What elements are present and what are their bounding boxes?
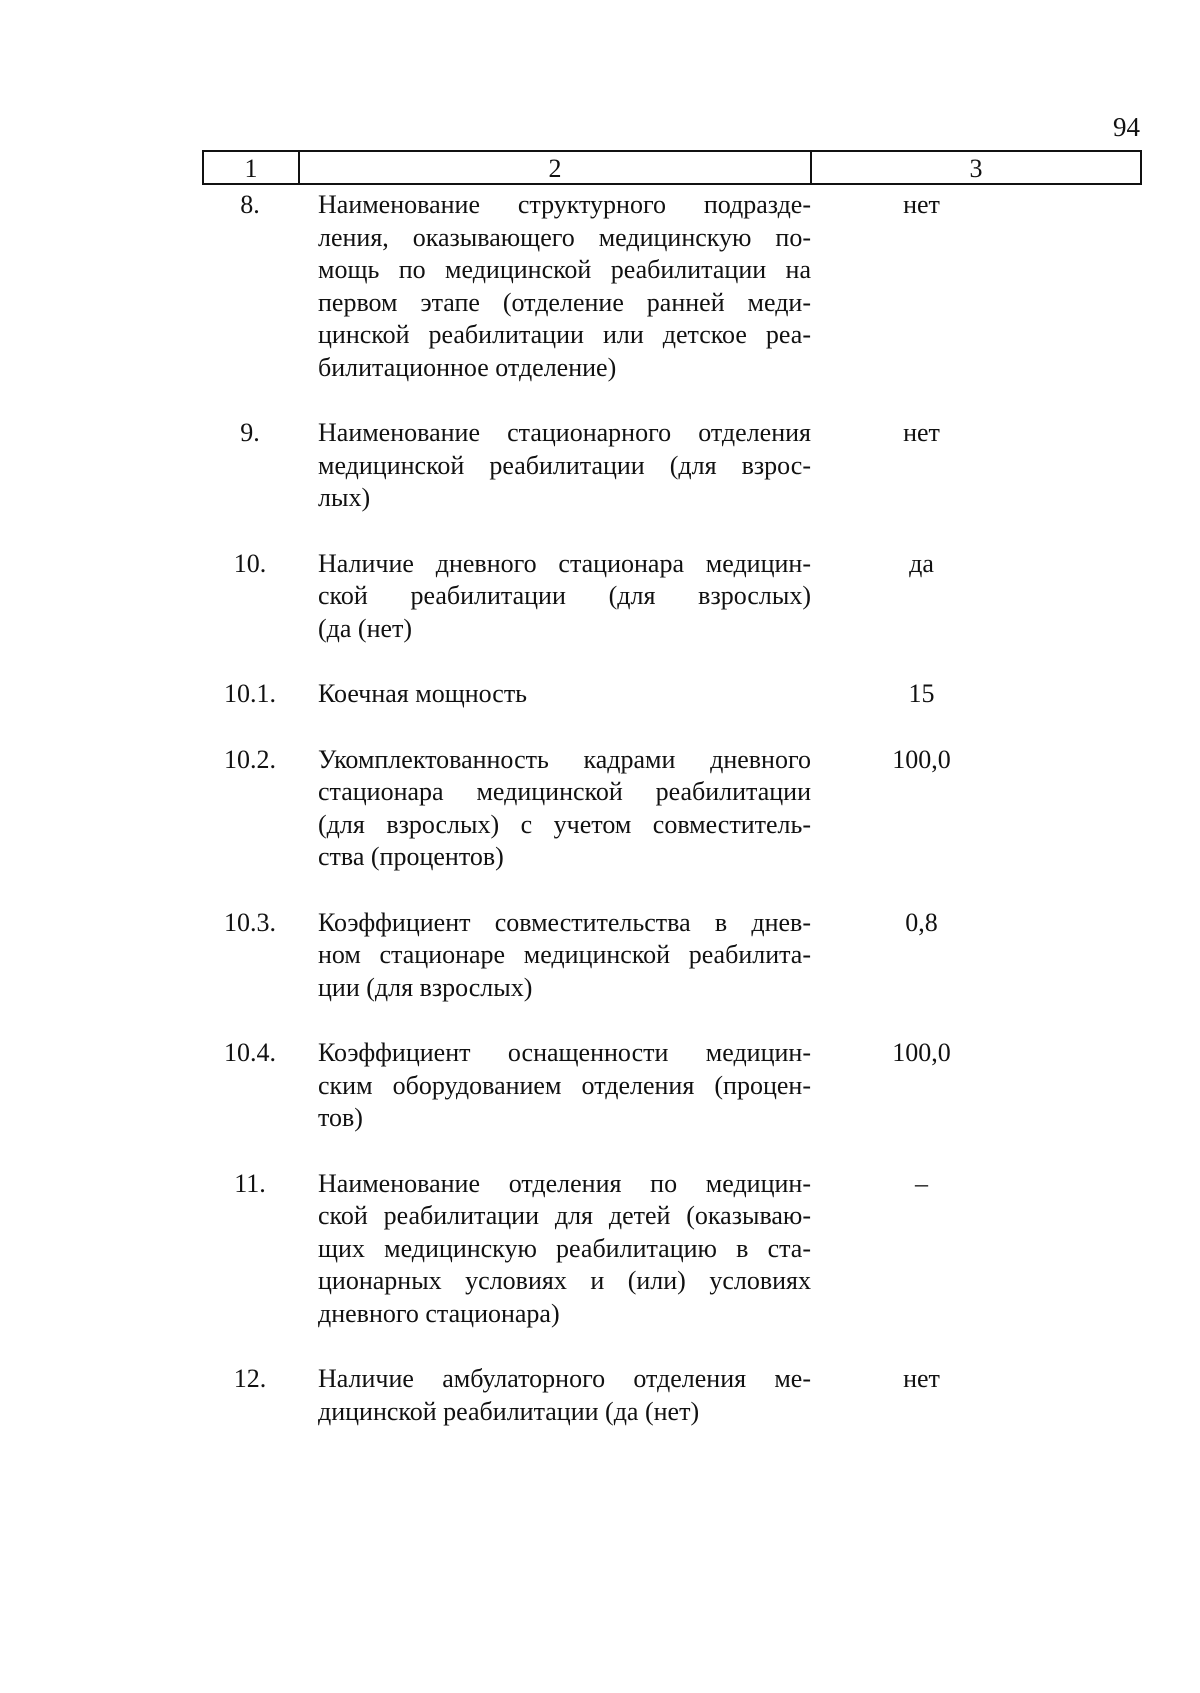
- row-description: [318, 1168, 811, 1331]
- description-line: Коэффициент оснащенности медицин-: [318, 1038, 811, 1067]
- description-line: мощь по медицинской реабилитации на: [318, 255, 811, 284]
- row-value: 15: [908, 679, 935, 708]
- description-line: первом этапе (отделение ранней меди-: [318, 287, 811, 317]
- description-line: ления, оказывающего медицинскую по-: [318, 222, 811, 252]
- row-value: –: [915, 1168, 928, 1198]
- description-line: стационара медицинской реабилитации: [318, 777, 811, 806]
- description-line: Наименование стационарного отделения: [318, 418, 811, 447]
- description-line: медицинской реабилитации (для взрос-: [318, 450, 811, 480]
- description-line: тов): [318, 1103, 363, 1132]
- table-row: [202, 678, 1142, 711]
- description-line: ской реабилитации (для взрослых): [318, 581, 811, 610]
- column-header-3: 3: [969, 153, 983, 183]
- row-number: 10.3.: [224, 907, 276, 937]
- description-line: лых): [318, 483, 371, 512]
- row-number: 10.1.: [224, 679, 276, 708]
- description-line: цинской реабилитации или детское реа-: [318, 320, 811, 349]
- row-description: [318, 1363, 811, 1428]
- row-number: 11.: [234, 1168, 266, 1198]
- row-value: нет: [903, 190, 940, 219]
- page-number: 94: [1113, 112, 1140, 142]
- table-row: [202, 907, 1142, 1005]
- table-row: [202, 1037, 1142, 1135]
- column-header-2: 2: [300, 152, 812, 183]
- row-value: 100,0: [892, 744, 951, 774]
- description-line: (да (нет): [318, 613, 413, 643]
- row-number: 12.: [233, 1364, 267, 1393]
- description-line: Коечная мощность: [318, 679, 528, 708]
- description-line: ном стационаре медицинской реабилита-: [318, 940, 811, 969]
- table-row: [202, 189, 1142, 384]
- row-description: [318, 1037, 811, 1135]
- row-description: [318, 744, 811, 874]
- row-value: 100,0: [892, 1038, 951, 1067]
- column-header-row: [202, 150, 1142, 185]
- description-line: Наименование отделения по медицин-: [318, 1168, 811, 1198]
- table-row: [202, 417, 1142, 515]
- description-line: дицинской реабилитации (да (нет): [318, 1396, 700, 1426]
- description-line: ционарных условиях и (или) условиях: [318, 1266, 811, 1295]
- row-number: 10.: [233, 548, 267, 578]
- description-line: Коэффициент совместительства в днев-: [318, 907, 811, 937]
- table-row: [202, 744, 1142, 874]
- description-line: Наименование структурного подразде-: [318, 190, 811, 219]
- row-description: [318, 548, 811, 646]
- row-value: нет: [903, 418, 940, 447]
- row-number: 9.: [240, 418, 260, 447]
- description-line: Укомплектованность кадрами дневного: [318, 744, 811, 774]
- description-line: ским оборудованием отделения (процен-: [318, 1070, 811, 1100]
- description-line: Наличие дневного стационара медицин-: [318, 548, 811, 578]
- description-line: щих медицинскую реабилитацию в ста-: [318, 1233, 811, 1263]
- row-description: [318, 907, 811, 1005]
- description-line: дневного стационара): [318, 1298, 560, 1328]
- row-number: 8.: [240, 190, 260, 219]
- table-body: [202, 189, 1142, 1461]
- row-value: да: [909, 548, 934, 578]
- description-line: билитационное отделение): [318, 352, 617, 382]
- description-line: ции (для взрослых): [318, 972, 533, 1002]
- description-line: ской реабилитации для детей (оказываю-: [318, 1201, 811, 1230]
- row-value: нет: [903, 1364, 940, 1393]
- table-row: [202, 548, 1142, 646]
- row-number: 10.2.: [224, 744, 276, 774]
- row-description: [318, 417, 811, 515]
- description-line: ства (процентов): [318, 842, 504, 871]
- column-header-1: 1: [204, 152, 300, 183]
- table-row: [202, 1168, 1142, 1331]
- table-row: [202, 1363, 1142, 1428]
- row-value: 0,8: [905, 907, 938, 937]
- row-description: [318, 189, 811, 384]
- row-number: 10.4.: [224, 1038, 276, 1067]
- description-line: (для взрослых) с учетом совместитель-: [318, 809, 811, 839]
- description-line: Наличие амбулаторного отделения ме-: [318, 1364, 811, 1393]
- row-description: [318, 678, 811, 711]
